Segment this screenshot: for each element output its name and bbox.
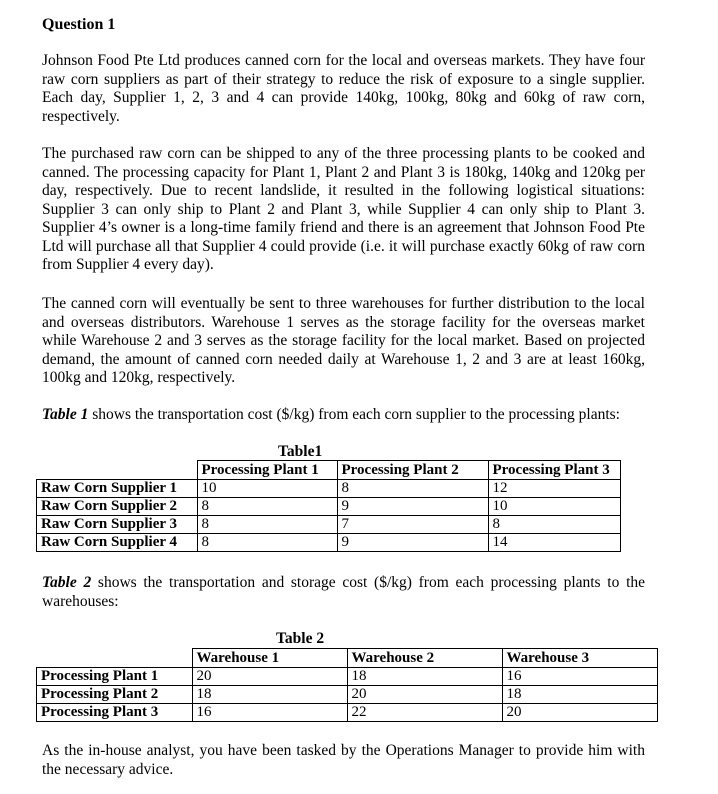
table2-reference: Table 2 [42,574,92,591]
table1-header-cell: Processing Plant 2 [337,461,488,480]
table1-cell: 10 [488,498,620,516]
table1-supplier-to-plant-cost [36,460,621,552]
table1-cell: 8 [337,480,488,498]
table2-cell: 18 [192,686,347,704]
paragraph-closing: As the in-house analyst, you have been tasked by the Operations Manager to provide him with the necessary advice. [42,742,645,778]
table2-cell: 20 [347,686,502,704]
paragraph-table1-intro [42,406,645,425]
table1-reference: Table 1 [42,406,89,423]
table1-header-row [37,461,621,480]
question-title: Question 1 [42,16,116,33]
table2-corner-cell [37,649,193,668]
table1-cell: 7 [337,516,488,534]
table1-row-label: Raw Corn Supplier 1 [37,480,198,498]
table2-cell: 16 [192,704,347,722]
table-row [37,516,621,534]
table2-cell: 18 [502,686,657,704]
table1-cell: 9 [337,498,488,516]
table2-cell: 18 [347,668,502,686]
table2-row-label: Processing Plant 2 [37,686,193,704]
table-row [37,704,658,722]
table2-plant-to-warehouse-cost [36,648,658,722]
table2-row-label: Processing Plant 3 [37,704,193,722]
table1-cell: 12 [488,480,620,498]
table1-cell: 8 [197,498,337,516]
table2-cell: 20 [502,704,657,722]
table1-cell: 14 [488,534,620,552]
table2-row-label: Processing Plant 1 [37,668,193,686]
table1-cell: 8 [197,534,337,552]
table1-header-cell: Processing Plant 3 [488,461,620,480]
table2-intro-text: shows the transportation and storage cost ($/kg) from each processing plants to the warehouses: [42,574,645,610]
table2-cell: 22 [347,704,502,722]
table2-header-row [37,649,658,668]
table2-caption: Table 2 [276,630,325,647]
table-row [37,480,621,498]
table-row [37,534,621,552]
table1-caption: Table1 [278,443,323,460]
paragraph-suppliers: Johnson Food Pte Ltd produces canned corn for the local and overseas markets. They have four raw corn suppliers as part of their strategy to reduce the risk of exposure to a single supplier. Each day, Supplier 1, 2, 3 and 4 can provide 140kg, 100kg, 80kg and 60kg of raw corn, respectively. [42,52,645,125]
table1-cell: 9 [337,534,488,552]
table-row [37,498,621,516]
table1-intro-text: shows the transportation cost ($/kg) from each corn supplier to the processing plants: [88,406,620,423]
paragraph-processing-plants: The purchased raw corn can be shipped to any of the three processing plants to be cooked and canned. The processing capacity for Plant 1, Plant 2 and Plant 3 is 180kg, 140kg and 120kg per day, respectively. Due to recent landslide, it resulted in the following logistical situations: Supplier 3 can only ship to Plant 2 and Plant 3, while Supplier 4 can only ship to Plant 3. Supplier 4’s owner is a long-time family friend and there is an agreement that Johnson Food Pte Ltd will purchase all that Supplier 4 could provide (i.e. it will purchase exactly 60kg of raw corn from Supplier 4 every day). [42,145,645,273]
table2-header-cell: Warehouse 2 [347,649,502,668]
table1-row-label: Raw Corn Supplier 3 [37,516,198,534]
table-row [37,668,658,686]
table1-corner-cell [37,461,198,480]
table1-row-label: Raw Corn Supplier 4 [37,534,198,552]
table2-header-cell: Warehouse 3 [502,649,657,668]
table-row [37,686,658,704]
table2-cell: 16 [502,668,657,686]
table2-cell: 20 [192,668,347,686]
table1-cell: 10 [197,480,337,498]
table1-cell: 8 [488,516,620,534]
table2-header-cell: Warehouse 1 [192,649,347,668]
paragraph-table2-intro [42,574,645,611]
table1-header-cell: Processing Plant 1 [197,461,337,480]
paragraph-warehouses: The canned corn will eventually be sent to three warehouses for further distribution to the local and overseas distributors. Warehouse 1 serves as the storage facility for the overseas market while Warehouse 2 and 3 serves as the storage facility for the local market. Based on projected demand, the amount of canned corn needed daily at Warehouse 1, 2 and 3 are at least 160kg, 100kg and 120kg, respectively. [42,295,645,386]
table1-cell: 8 [197,516,337,534]
table1-row-label: Raw Corn Supplier 2 [37,498,198,516]
